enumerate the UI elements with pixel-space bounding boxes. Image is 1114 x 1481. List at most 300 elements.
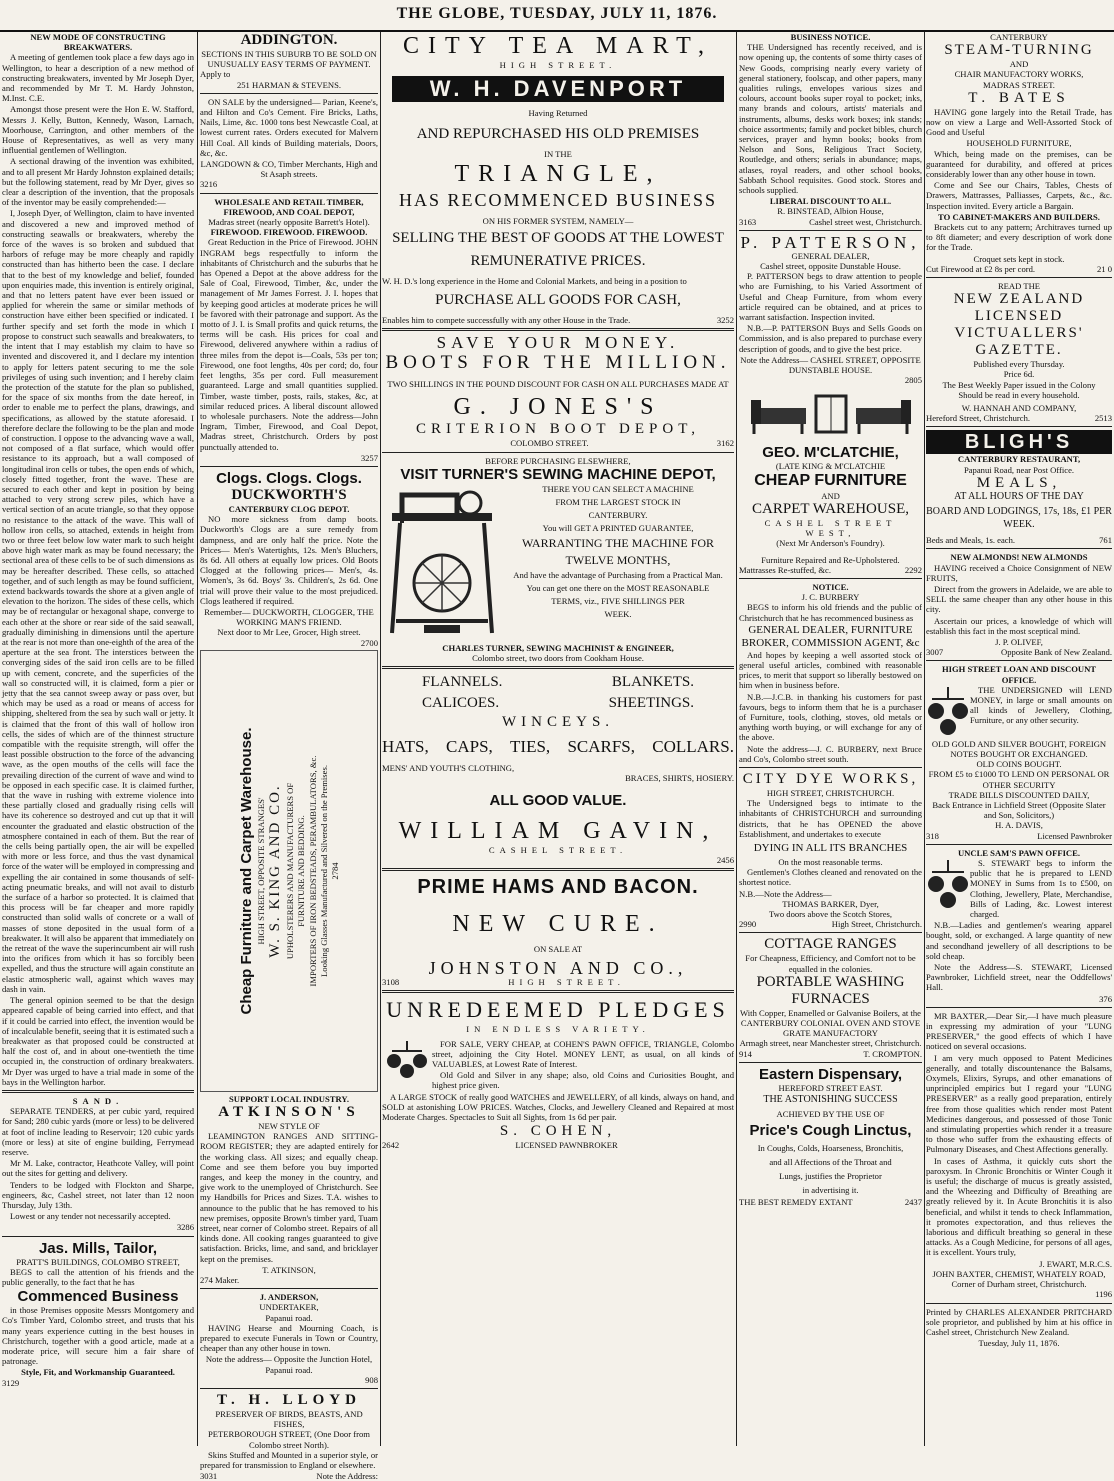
bates-and: AND [1009, 59, 1029, 70]
eastern-title: Eastern Dispensary, [758, 1065, 903, 1083]
dye-footer [739, 919, 922, 929]
sewing-machine-illustration [382, 483, 502, 643]
davenport-enables: Enables him to compete successfully with any other House in the Trade. [382, 315, 631, 326]
cohen-footer [382, 1140, 734, 1150]
turner-line: TERMS, viz., FIVE SHILLINGS PER [551, 595, 685, 606]
hats-item: TIES, [510, 737, 551, 757]
sand-paragraph: SEPARATE TENDERS, at per cubic yard, required for Sand; 280 cubic yards (more or less) to be delivered at foot of incline leading to Reservoir; 120 cubic yards (more or less) at site of engine building, Ferrymead reserve. [2, 1106, 194, 1157]
jones-street: COLOMBO STREET. [510, 438, 589, 449]
ad-number: 3129 [2, 1377, 20, 1388]
ad-number: 3108 [382, 977, 400, 988]
gavin-allgood: ALL GOOD VALUE. [489, 791, 627, 809]
cohen-subtitle: IN ENDLESS VARIETY. [466, 1024, 650, 1035]
ad-number: 2784 [329, 862, 340, 880]
hats-row [382, 731, 734, 763]
newcure-title: NEW CURE. [452, 911, 664, 938]
king-headline: Cheap Furniture and Carpet Warehouse. [237, 727, 255, 1015]
eastern-best: THE BEST REMEDY EXTANT [739, 1197, 853, 1208]
loan-line: OLD GOLD AND SILVER BOUGHT, FOREIGN NOTES BOUGHT OR EXCHANGED. [931, 738, 1107, 759]
king-line: Looking Glasses Manufactured and Silvered on the Premises. [318, 764, 329, 977]
johnston-name: JOHNSTON AND CO., [428, 958, 688, 979]
hats-item: HATS, [382, 737, 429, 757]
gazette-nz: NEW ZEALAND LICENSED [953, 291, 1085, 325]
ad-number: 908 [365, 1374, 378, 1385]
bligh-board: BOARD AND LODGINGS, 17s, 18s, £1 PER WEEK. [926, 506, 1112, 531]
hats-item: CAPS, [446, 737, 493, 757]
eastern-footer [739, 1197, 922, 1207]
geo-carpet: CARPET WAREHOUSE, [752, 500, 909, 517]
eastern-success: THE ASTONISHING SUCCESS [763, 1094, 898, 1106]
ctm-street: HIGH STREET. [499, 60, 617, 70]
dye-title: CITY DYE WORKS, [742, 770, 919, 787]
cohen-name: S. COHEN, [499, 1123, 617, 1140]
column-rule [736, 32, 737, 1446]
rotated-text-block [237, 656, 341, 1086]
hats-item: SCARFS, [567, 737, 636, 757]
davenport-remunerative: REMUNERATIVE PRICES. [470, 252, 646, 269]
wood-subtitle: FIREWOOD. FIREWOOD. FIREWOOD. [210, 227, 368, 238]
bn-text: THE Undersigned has recently received, and is now opening up, the contents of some thirty cases of New Goods, comprising nearly every variety of general stationery, foolscap, and other papers, many qualities rulings, envelopes various sizes and colours, account books super royal to pocket; inks, many brands and colours, artists' materials and instruments, albums, desks work boxes; ink stands; choice assortments; family and pocket bibles, church services, prayer and hymn books; books from Nelson and Sons, Religious Tract Society, Routledge, and others; serials in abundance; maps, atlases, royal readers, and other school books, Sabbath School requisites. Good stock. Stores and schools supplied. [739, 42, 922, 196]
article-paragraph: A sectional drawing of the invention was exhibited, and to all present Mr Hardy Johnston explained details; but the following statement, read by Mr Dyer, gives so clear a description of the invention, that the proposals of the inventor may be easily comprehended:— [2, 156, 194, 208]
burbery-headline: GENERAL DEALER, FURNITURE BROKER, COMMISSION AGENT, &c [741, 623, 920, 649]
bates-steam: STEAM-TURNING [944, 42, 1094, 59]
anderson-note: Note the address— Opposite the Junction Hotel, Papanui road. [205, 1354, 373, 1375]
loan-line: FROM £5 to £1000 TO LEND ON PERSONAL OR OTHER SECURITY [928, 769, 1110, 790]
uncle-body [926, 858, 1112, 920]
burbery-name: J. C. BURBERY [801, 592, 860, 603]
notice-title: NOTICE. [812, 581, 849, 592]
addington-text: SECTIONS IN THIS SUBURB TO BE SOLD ON UNUSUALLY EASY TERMS OF PAYMENT. [201, 49, 377, 70]
davis-footer [926, 831, 1112, 841]
column-3 [382, 32, 734, 1446]
loan-title: HIGH STREET LOAN AND DISCOUNT OFFICE. [941, 664, 1097, 685]
cohen-text: Old Gold and Silver in any shape; also, old Coins and Curiosities Bought, and highest price given. [432, 1070, 734, 1091]
king-line: UPHOLSTERERS AND MANUFACTURERS OF [285, 782, 296, 959]
patterson-subtitle: GENERAL DEALER, [791, 250, 870, 261]
dye-headline: DYING IN ALL ITS BRANCHES [753, 841, 908, 854]
davenport-inthe: IN THE [544, 149, 572, 160]
printer-imprint: Printed by CHARLES ALEXANDER PRITCHARD sole proprietor, and published by him at his office in Cashel street, Christchurch New Zealand. [926, 1306, 1112, 1337]
johnston-street: HIGH STREET. [508, 977, 625, 988]
crompton-manufactory: CANTERBURY COLONIAL OVEN AND STOVE GRATE MANUFACTORY [740, 1018, 921, 1039]
onsale-signature: LANGDOWN & CO, Timber Merchants, High and St Asaph streets. [200, 159, 378, 180]
divider [926, 1303, 1112, 1304]
bates-text: HAVING gone largely into the Retail Trade, has now on view a Large and Well-Assorted Stock of Good and Useful [926, 106, 1112, 138]
article-paragraph: A meeting of gentlemen took place a few days ago in Wellington, to hear a description of a new method of constructing breakwaters, invented by Mr Joseph Dyer, and recommended by Mr T. M. Hardy Johnston, M.Inst. C.E. [2, 52, 194, 104]
gazette-footer [926, 413, 1112, 423]
divider [382, 868, 734, 871]
ad-number: 1196 [1095, 1289, 1112, 1300]
olivef-name: J. P. OLIVEF, [995, 636, 1043, 647]
anderson-title: J. ANDERSON, [259, 1292, 319, 1303]
pawn-balls-icon [926, 858, 970, 912]
hats-item: COLLARS. [652, 737, 734, 757]
davenport-repurchased: AND REPURCHASED HIS OLD PREMISES [416, 126, 700, 143]
bates-firewood: Cut Firewood at £2 8s per cord. [926, 263, 1036, 274]
dye-terms: On the most reasonable terms. [778, 856, 883, 867]
divider [739, 1062, 922, 1063]
bligh-meals: MEALS, [976, 474, 1062, 491]
mills-address: PRATT'S BUILDINGS, COLOMBO STREET, [16, 1256, 180, 1267]
almonds-title: NEW ALMONDS! NEW ALMONDS [950, 552, 1088, 563]
ad-number: 3031 [200, 1471, 218, 1481]
sand-paragraph: Mr M. Lake, contractor, Heathcote Valley, will point out the sites for getting and delivery. [2, 1158, 194, 1179]
dye-address: HIGH STREET, CHRISTCHURCH. [766, 787, 895, 798]
divider [2, 1236, 194, 1237]
gavin-name: WILLIAM GAVIN, [398, 817, 718, 844]
king-line: FURNITURE AND BEDDING. [296, 815, 307, 927]
bates-text: Brackets cut to any pattern; Architraves turned up to 8ft diameter; and every description of work done for the Trade. [926, 222, 1112, 253]
bates-street: MADRAS STREET. [983, 79, 1055, 90]
printer-date: Tuesday, July 11, 1876. [978, 1338, 1060, 1349]
divider [2, 1090, 194, 1093]
gazette-title: VICTUALLERS' GAZETTE. [954, 325, 1084, 359]
loan-text: THE UNDERSIGNED will LEND MONEY, in large or small amounts on all kinds of Jewellery, Clothing, Furniture, or any other security. [970, 684, 1112, 726]
ad-number: 2437 [904, 1197, 922, 1208]
geo-and: AND [821, 490, 840, 501]
atkinson-subtitle: NEW STYLE OF [258, 1120, 320, 1131]
divider [926, 277, 1112, 278]
uncle-text: N.B.—Ladies and gentlemen's wearing apparel bought, sold, or exchanged. A large quantity of new and secondhand jewellery of all descriptions to be sold cheap. [926, 920, 1112, 961]
uncle-text: S. STEWART begs to inform the public that he is prepared to LEND MONEY in Sums from 1s to £500, on Clothing, Jewellery, Plate, Merchandise, Bills of Lading, &c. Lowest interest charged. [970, 857, 1112, 919]
support-title: SUPPORT LOCAL INDUSTRY. [229, 1093, 349, 1104]
lloyd-address: PETERBOROUGH STREET, (One Door from Colombo street North). [208, 1429, 370, 1450]
davis-name: H. A. DAVIS, [995, 820, 1043, 831]
turner-line: You will GET A PRINTED GUARANTEE, [542, 522, 694, 533]
divider [739, 767, 922, 768]
duckworth-text: NO more sickness from damp boots. Duckworth's Clogs are a sure remedy from dampness, and are only half the price. Note the Prices— Men's Watertights, 12s. Men's Bluchers, 8s 6d. All others at equally low prices. Old Boots Clogged at the following prices— Men's, 4s. Women's, 3s 6d. Boys' 3s. Children's, 2s 6d. One trial will prove their value to the most prejudiced. Clogs leathered if required. [200, 514, 378, 606]
portable-text: With Copper, Enamelled or Galvanise Boilers, at the [740, 1007, 921, 1018]
ad-number: 318 [926, 830, 939, 841]
almonds-text: HAVING received a Choice Consignment of NEW FRUITS, [926, 562, 1112, 583]
furniture-illustration [746, 390, 916, 440]
mills-headline: Commenced Business [17, 1288, 179, 1306]
fabric-item: CALICOES. [422, 695, 500, 712]
gazette-read: READ THE [997, 281, 1041, 292]
olivef-footer [926, 647, 1112, 657]
geo-name: GEO. M'CLATCHIE, [762, 443, 899, 461]
anderson-text: HAVING Hearse and Mourning Coach, is prepared to execute Funerals in Town or Country, cheaper than any other house in town. [200, 1322, 378, 1354]
fabric-row [382, 693, 734, 714]
bates-footer [926, 264, 1112, 274]
king-line: IMPORTERS OF IRON BEDSTEADS, PERAMBULATORS, &c. [307, 755, 318, 987]
bates-household: HOUSEHOLD FURNITURE, [966, 138, 1072, 149]
ad-number: 3007 [926, 647, 944, 658]
divider [926, 844, 1112, 845]
davenport-recommenced: HAS RECOMMENCED BUSINESS [398, 189, 718, 210]
divider [200, 1288, 378, 1289]
mills-title: Jas. Mills, Tailor, [38, 1239, 158, 1257]
olivef-address: Opposite Bank of New Zealand. [1001, 647, 1112, 658]
almonds-text: Ascertain our prices, a knowledge of which will establish this fact in the most sceptical mind. [926, 615, 1112, 636]
lloyd-footer [200, 1471, 378, 1481]
king-address: HIGH STREET, OPPOSITE STRANGES' [255, 797, 266, 945]
turner-line: And have the advantage of Purchasing from a Practical Man. [513, 569, 723, 580]
ad-number: 3163 [739, 216, 757, 227]
geo-repaired: Furniture Repaired and Re-Upholstered. [761, 554, 900, 565]
lloyd-note: Note the Address: [316, 1471, 378, 1481]
burbery-text: N.B.—J.C.B. in thanking his customers for past favours, begs to inform them that he is a purchaser of Furniture, tools, clothing, stoves, old metals or anything worth buying, or will exchange for any of the above. [739, 691, 922, 743]
ad-number: 2513 [1094, 413, 1112, 424]
davenport-selling: SELLING THE BEST OF GOODS AT THE LOWEST [392, 229, 724, 246]
crompton-address: Armagh street, near Manchester street, Christchurch. [739, 1038, 922, 1049]
baxter-text: MR BAXTER,—Dear Sir,—I have much pleasure in expressing my admiration of your "LUNG PRESERVER," the good effects of which I have noticed on several occasions. [926, 1010, 1112, 1052]
turner-line: You can get one there on the MOST REASONABLE [526, 582, 710, 593]
turner-address: Colombo street, two doors from Cookham House. [472, 653, 644, 664]
cohen-text: A LARGE STOCK of really good WATCHES and JEWELLERY, of all kinds, always on hand, and SOLD at astonishing LOW PRICES. Watches, Clocks, and Jewellery Cleaned and Repaired at most Moderate Charges. Spectacles to Suit all Sights, from 1s 6d per pair. [382, 1091, 734, 1123]
dye-signature: THOMAS BARKER, Dyer, [782, 898, 879, 909]
geo-mattrasses: Mattrasses Re-stuffed, &c. [739, 564, 831, 575]
ad-number: 3252 [716, 315, 734, 326]
addington-signature: 251 HARMAN & STEVENS. [236, 79, 342, 90]
column-2 [200, 32, 378, 1481]
patterson-text: N.B.—P. PATTERSON Buys and Sells Goods on Commission, and is also prepared to purchase every description of goods, and to give the best price. [739, 323, 922, 354]
turner-before: BEFORE PURCHASING ELSEWHERE, [485, 455, 631, 466]
loan-body [926, 685, 1112, 739]
burbery-text: And hopes by keeping a well assorted stock of general useful articles, combined with reasonable prices, to merit that support so liberally bestowed on him when in business before. [739, 649, 922, 691]
turner-line: CANTERBURY. [588, 509, 648, 520]
mills-paragraph: in those Premises opposite Messrs Montgomery and Co's Timber Yard, Colombo street, and trusts that his many years experience cutting in the best houses in Christchurch, together with a good article, made at a moderate price, will secure him a fair share of patronage. [2, 1305, 194, 1367]
wood-address: Madras street (nearly opposite Barrett's Hotel). [208, 217, 370, 228]
geo-subtitle: (LATE KING & M'CLATCHIE [775, 460, 886, 471]
wood-text: Great Reduction in the Price of Firewood. JOHN INGRAM begs respectfully to inform the inhabitants of Christchurch and the suburbs that he has Opened a Depot at the above address for the Sale of Coal, Firewood, Timber, &c, under the management of Mr James Forrest. J. I. hopes that by keeping good articles at moderate prices he will be favored with their patronage and support. As the motto of J. I. is Small profits and quick returns, the terms will be cash. His prices for coal and Firewood, delivered anywhere within a radius of three miles from the depot is—Coals, 53s per ton; Firewood, one foot lengths, 40s per cord; do, four feet lengths, 35s per cord. Full measurement guaranteed. Large and small quantities supplied. Timber, waste timber, posts, rails, stakes, &c, at similar reduced prices. A liberal discount allowed to wholesale purchasers. Note the address—John Ingram, Timber, Firewood, and Coal Depot, Madras street, Christchurch. Orders by post punctually attended to. [200, 237, 378, 452]
bn-signature: R. BINSTEAD, Albion House, [777, 206, 884, 217]
johnston-footer [382, 977, 734, 987]
divider [926, 426, 1112, 427]
divider [382, 666, 734, 669]
sand-paragraph: Tenders to be lodged with Flockton and Sharpe, engineers, &c, Cashel street, not later than 12 noon Thursday, July 13th. [2, 1179, 194, 1210]
ad-number: 2642 [382, 1140, 400, 1151]
ad-number: 3162 [716, 438, 734, 449]
bligh-name: BLIGH'S [926, 430, 1112, 454]
divider [739, 932, 922, 933]
bligh-address: Papanui Road, near Post Office. [963, 464, 1075, 475]
lloyd-title: T. H. LLOYD [217, 1392, 361, 1409]
eastern-line: and all Affections of the Throat and [769, 1157, 892, 1168]
boots-title: BOOTS FOR THE MILLION. [385, 352, 731, 374]
bn-address: Cashel street west, Christchurch. [809, 216, 922, 227]
gazette-address: Hereford Street, Christchurch. [926, 413, 1031, 424]
pawn-balls-icon [926, 685, 970, 739]
duckworth-footer: Next door to Mr Lee, Grocer, High street. [217, 627, 361, 638]
bligh-hours: AT ALL HOURS OF THE DAY [954, 490, 1084, 502]
davenport-text: W. H. D.'s long experience in the Home and Colonial Markets, and being in a position to [382, 275, 687, 286]
bligh-beds: Beds and Meals, 1s. each. [926, 535, 1016, 546]
ad-number: 2805 [904, 375, 922, 386]
ctm-title: CITY TEA MART, [402, 33, 714, 59]
eastern-line: Lungs, justifies the Proprietor [779, 1171, 882, 1182]
davenport-footer [382, 315, 734, 325]
turner-signature: CHARLES TURNER, SEWING MACHINIST & ENGINEER, [442, 642, 674, 653]
sand-title: SAND. [72, 1095, 124, 1106]
bn-footer [739, 217, 922, 227]
winceys: WINCEYS. [501, 714, 615, 731]
bates-croquet: Croquet sets kept in stock. [973, 253, 1065, 264]
column-1 [2, 32, 194, 1446]
ad-number: 2700 [360, 637, 378, 648]
baxter-chemist: JOHN BAXTER, CHEMIST, WHATELY ROAD, [932, 1268, 1106, 1279]
gavin-braces: BRACES, SHIRTS, HOSIERY. [625, 773, 734, 784]
addington-apply: Apply to [200, 69, 231, 80]
divider [926, 1007, 1112, 1008]
divider [926, 548, 1112, 549]
gazette-should: Should be read in every household. [958, 389, 1080, 400]
gazette-publisher: W. HANNAH AND COMPANY, [961, 403, 1077, 414]
duckworth-title: DUCKWORTH'S [231, 486, 347, 503]
fabric-row [382, 672, 734, 693]
cottage-text: For Cheapness, Efficiency, and Comfort not to be equalled in the colonies. [745, 953, 916, 974]
eastern-linctus: Price's Cough Linctus, [749, 1122, 912, 1140]
mills-paragraph: BEGS to call the attention of his friends and the public generally, to the fact that he has [2, 1266, 194, 1287]
gazette-best: The Best Weekly Paper issued in the Colony [942, 379, 1096, 390]
bates-canterbury: CANTERBURY [990, 32, 1048, 42]
atkinson-title: ATKINSON'S [218, 1103, 360, 1120]
bligh-footer [926, 535, 1112, 545]
ad-number: 21 0 [1096, 263, 1112, 274]
gavin-street: CASHEL STREET. [488, 844, 628, 855]
boots-text: TWO SHILLINGS IN THE POUND DISCOUNT FOR CASH ON ALL PURCHASES MADE AT [387, 379, 729, 390]
turner-line: WEEK. [604, 608, 632, 619]
fabric-item: BLANKETS. [611, 674, 694, 691]
column-4 [739, 32, 922, 1446]
eastern-achieved: ACHIEVED BY THE USE OF [776, 1109, 885, 1120]
eastern-subtitle: HEREFORD STREET EAST. [778, 1082, 883, 1093]
pawn-balls-icon [382, 1039, 432, 1079]
divider [200, 1388, 378, 1389]
eastern-line: in advertising it. [802, 1185, 859, 1196]
loan-line: OLD COINS BOUGHT. [976, 759, 1062, 770]
turner-line: FROM THE LARGEST STOCK IN [555, 496, 681, 507]
patterson-address: Cashel street, opposite Dunstable House. [760, 261, 901, 272]
atkinson-signature: T. ATKINSON, [262, 1264, 316, 1275]
anderson-address: Papanui road. [265, 1312, 313, 1323]
prime-title: PRIME HAMS AND BACON. [417, 876, 699, 899]
geo-footer [739, 565, 922, 575]
article-title: NEW MODE OF CONSTRUCTING BREAKWATERS. [30, 32, 166, 53]
cottage-title: COTTAGE RANGES [764, 936, 897, 953]
bates-text: Which, being made on the premises, can be guaranteed for durability, and offered at prices considerably lower than any other house in town. [926, 148, 1112, 180]
bates-chair: CHAIR MANUFACTORY WORKS, [954, 69, 1084, 80]
baxter-address: Corner of Durham street, Christchurch. [951, 1279, 1087, 1290]
atkinson-text: LEAMINGTON RANGES AND SITTING-ROOM REGISTER; they are adapted entirely for the working class. All sizes; and equally cheap. Come and see them before you buy imported ranges, and keep the money in the country, and give work to the unemployed of Christchurch. See my Handbills for Prices and Sizes. T.A. wishes to announce to the public that he has removed to his new premises, opposite Brown's timber yard, Tuam street, near corner of Colombo street. Repairs of all kinds done. All cooking ranges guaranteed to give satisfaction. Bricks, lime, and sand, and bricklayer kept on the premises. [200, 1131, 378, 1264]
gazette-published: Published every Thursday. [973, 359, 1065, 370]
dye-address-2: Two doors above the Scotch Stores, [768, 909, 893, 919]
clogs-title: Clogs. Clogs. Clogs. [216, 469, 362, 487]
dye-text: Gentlemen's Clothes cleaned and renovated on the shortest notice. [739, 867, 922, 888]
patterson-note: Note the Address— CASHEL STREET, OPPOSITE DUNSTABLE HOUSE. [740, 354, 921, 376]
sand-paragraph: Lowest or any tender not necessarily accepted. [10, 1211, 171, 1222]
masthead: THE GLOBE, TUESDAY, JULY 11, 1876. [0, 0, 1114, 32]
mills-footer: Style, Fit, and Workmanship Guaranteed. [21, 1367, 175, 1378]
burbery-text: BEGS to inform his old friends and the public of Christchurch that he has recommenced business as [739, 602, 922, 623]
baxter-text: I am very much opposed to Patent Medicines generally, and totally discountenance the Balsams, Oxymels, Elixirs, Syrups, and other emanations of unprincipled empirics but I regard your "LUNG PRESERVER" as a really good preparation, entirely free from those qualities which render most Patent Medicines dangerous, and possessed of those Tonic and stimulating properties which render it a treasure to those who suffer from the exhausting effects of Pulmonary Diseases, and Chest Affections generally. [926, 1052, 1112, 1155]
ad-number: 2990 [739, 919, 757, 930]
onsale-text: ON SALE by the undersigned— Parian, Keene's, and Hilton and Co's Cement. Fire Bricks, Laths, Nails, Lime, &c. 1000 tons best Newcastle Coal, at lowest current rates. Orders executed for Malvern Hill Coal. All kinds of Building materials, Doors, &c, &c. [200, 96, 378, 158]
almonds-text: Direct from the growers in Adelaide, we are able to SELL the same cheaper than any other house in this city. [926, 583, 1112, 615]
loan-line: Back Entrance in Lichfield Street (Opposite Slater and Son, Solicitors,) [932, 799, 1106, 821]
loan-line: TRADE BILLS DISCOUNTED DAILY, [948, 789, 1090, 800]
jones-footer [382, 438, 734, 448]
anderson-subtitle: UNDERTAKER, [259, 1302, 319, 1313]
ad-number: 761 [1099, 535, 1112, 546]
ad-number: 3286 [176, 1222, 194, 1233]
king-name: W. S. KING AND CO. [267, 784, 284, 958]
divider [382, 328, 734, 331]
bates-text: Come and See our Chairs, Tables, Chests of Drawers, Mattrasses, Palliasses, Carpets, &c., &c. Inspection invited. Every article a Bargain. [926, 180, 1112, 211]
column-5 [926, 32, 1112, 1446]
cohen-text: FOR SALE, VERY CHEAP, at COHEN'S PAWN OFFICE, TRIANGLE, Colombo street, adjoining the City Hotel. MONEY LENT, as usual, on all kinds of VALUABLES, at Lowest Rate of Interest. [432, 1038, 734, 1070]
divider [200, 93, 378, 94]
bligh-restaurant: CANTERBURY RESTAURANT, [957, 454, 1081, 465]
column-rule [197, 32, 198, 1446]
fabric-item: FLANNELS. [422, 674, 503, 691]
ad-number: 376 [1099, 993, 1112, 1004]
turner-title: VISIT TURNER'S SEWING MACHINE DEPOT, [400, 465, 716, 483]
burbery-note: Note the address—J. C. BURBERY, next Bruce and Co's, Colombo street south. [739, 743, 922, 764]
lloyd-text: Skins Stuffed and Mounted in a superior style, or prepared for transmission to England or elsewhere. [200, 1449, 378, 1471]
divider [200, 193, 378, 194]
king-furniture-ad [200, 650, 378, 1092]
addington-title: ADDINGTON. [240, 32, 338, 48]
bn-discount: LIBERAL DISCOUNT TO ALL. [769, 196, 892, 207]
dye-street: High Street, Christchurch. [831, 919, 922, 930]
divider [382, 452, 734, 453]
ad-number: 914 [739, 1048, 752, 1059]
divider [382, 990, 734, 993]
duckworth-subtitle: CANTERBURY CLOG DEPOT. [228, 503, 350, 514]
save-title: SAVE YOUR MONEY. [436, 333, 680, 353]
geo-street: CASHEL STREET WEST, [764, 517, 897, 539]
fabric-item: SHEETINGS. [608, 695, 694, 712]
column-rule [924, 32, 925, 1446]
baxter-signature: J. EWART, M.R.C.S. [1039, 1258, 1112, 1269]
crompton-footer [739, 1049, 922, 1059]
eastern-line: In Coughs, Colds, Hoarseness, Bronchitis, [757, 1143, 904, 1154]
davenport-name: W. H. DAVENPORT [392, 76, 724, 102]
bates-cabinet: TO CABINET-MAKERS AND BUILDERS. [938, 211, 1100, 222]
davenport-returned: Having Returned [528, 108, 588, 119]
gazette-price: Price 6d. [1003, 369, 1035, 380]
wood-title: WHOLESALE AND RETAIL TIMBER, FIREWOOD, AND COAL DEPOT, [214, 196, 364, 217]
bates-name: T. BATES [968, 89, 1070, 106]
divider [739, 230, 922, 231]
gavin-mens: MENS' AND YOUTH'S CLOTHING, [382, 763, 515, 774]
duckworth-signature: Remember— DUCKWORTH, CLOGGER, THE WORKING MAN'S FRIEND. [204, 606, 374, 628]
jones-depot: CRITERION BOOT DEPOT, [415, 421, 701, 438]
davis-license: Licensed Pawnbroker [1037, 830, 1112, 841]
geo-next: (Next Mr Anderson's Foundry). [776, 538, 885, 549]
divider [739, 578, 922, 579]
turner-line: WARRANTING THE MACHINE FOR [521, 535, 715, 550]
divider [926, 660, 1112, 661]
article-paragraph: The general opinion seemed to be that the design appeared capable of being carried into effect, and that if it could be carried into effect, the invention would be of incalculable benefit, seeing that it is estimated such a breakwater as that proposed could be constructed at half the cost of, and in about one-twentieth the time occupied in, the construction of ordinary breakwaters. Mr Dyer was urged to have a trial made in some of the bays in the Wellington harbor. [2, 995, 194, 1087]
divider [200, 466, 378, 467]
cohen-body [382, 1039, 734, 1092]
ad-number: 2456 [716, 854, 734, 865]
jones-name: G. JONES'S [453, 394, 663, 421]
geo-cheap: CHEAP FURNITURE [754, 471, 907, 489]
ad-number: 274 Maker. [200, 1275, 240, 1286]
dye-note: N.B.—Note the Address— [739, 888, 832, 899]
cohen-license: LICENSED PAWNBROKER [515, 1140, 618, 1151]
davenport-purchase: PURCHASE ALL GOODS FOR CASH, [435, 292, 681, 309]
column-rule [380, 32, 381, 1446]
newcure-onsale: ON SALE AT [533, 944, 583, 955]
patterson-name: P. PATTERSON, [740, 232, 921, 252]
lloyd-subtitle: PRESERVER OF BIRDS, BEASTS, AND FISHES, [215, 1409, 363, 1430]
turner-line: TWELVE MONTHS, [565, 552, 671, 567]
bn-title: BUSINESS NOTICE. [790, 32, 871, 42]
